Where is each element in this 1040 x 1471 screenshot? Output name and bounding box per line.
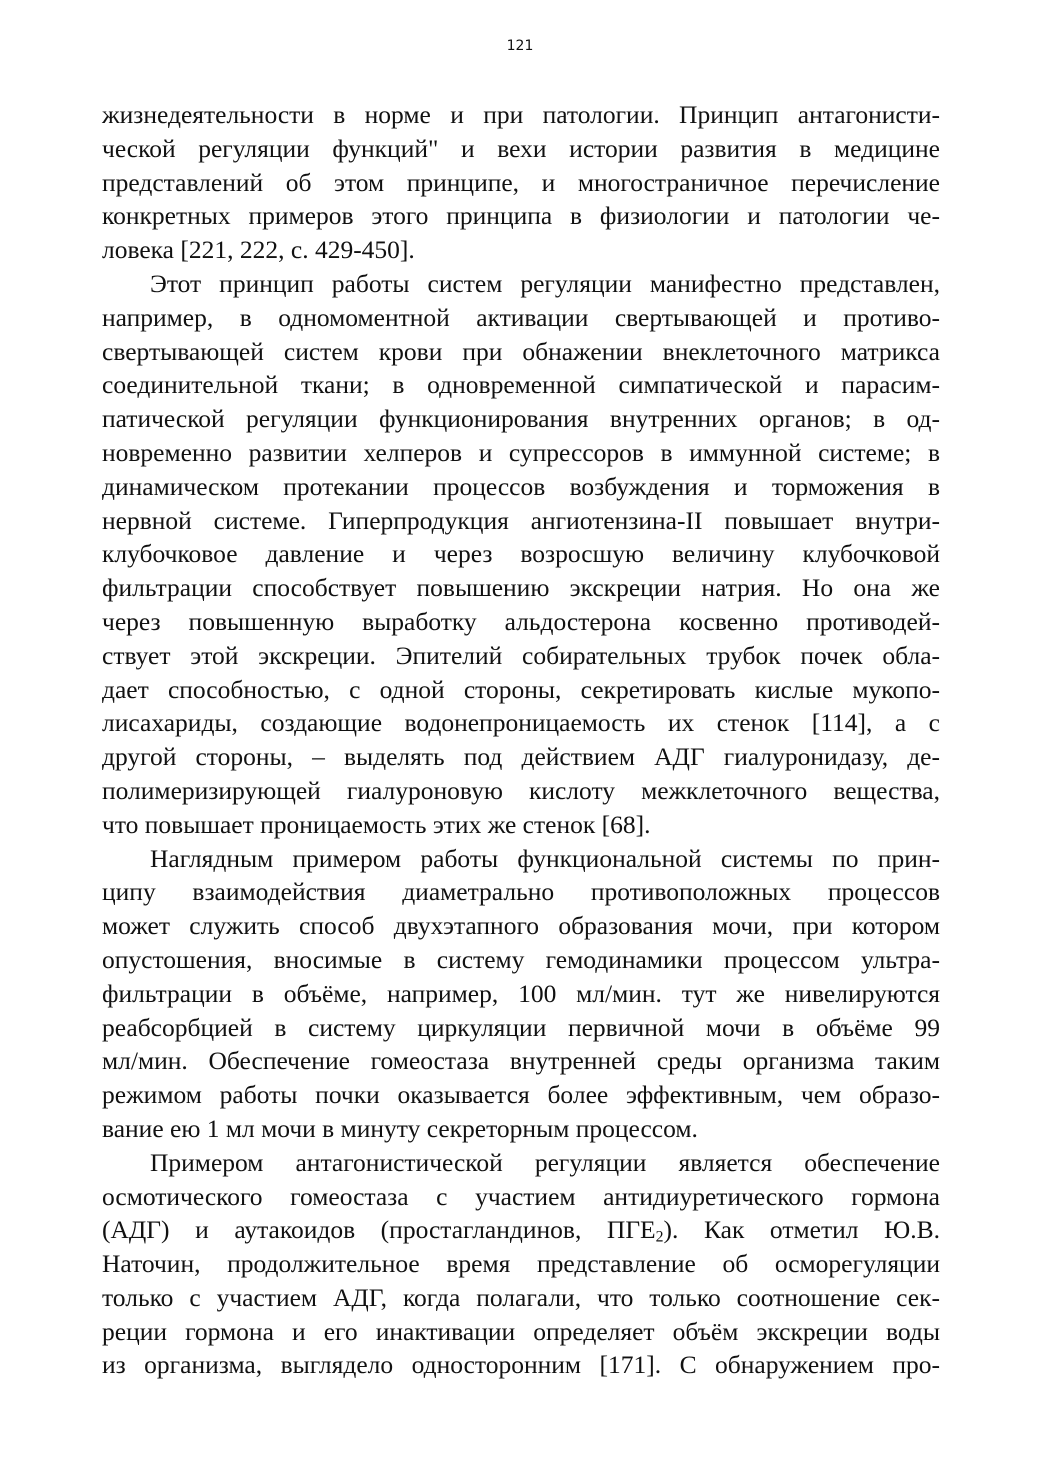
text-line: ловека [221, 222, с. 429-450]. bbox=[102, 235, 415, 265]
body-text bbox=[102, 98, 940, 1382]
text-line: Наточин, продолжительное время представление об осморегуляции bbox=[102, 1249, 940, 1279]
text-segment: ). Как отметил Ю.В. bbox=[663, 1215, 940, 1245]
page-number: 121 bbox=[506, 38, 534, 54]
text-line: Примером антагонистической регуляции является обеспечение bbox=[150, 1147, 940, 1177]
text-line: ствует этой экскреции. Эпителий собирательных трубок почек обла- bbox=[102, 640, 940, 670]
text-line: Наглядным примером работы функциональной системы по прин- bbox=[150, 843, 940, 873]
text-line: клубочковое давление и через возросшую величину клубочковой bbox=[102, 539, 940, 569]
text-line: вание ею 1 мл мочи в минуту секреторным процессом. bbox=[102, 1113, 698, 1143]
text-line: из организма, выглядело односторонним [171]. С обнаружением про- bbox=[102, 1350, 940, 1380]
text-line: дает способностью, с одной стороны, секретировать кислые мукопо- bbox=[102, 674, 940, 704]
text-line: осмотического гомеостаза с участием антидиуретического гормона bbox=[102, 1181, 940, 1211]
text-line: динамическом протекании процессов возбуждения и торможения в bbox=[102, 471, 940, 501]
text-line: режимом работы почки оказывается более эффективным, чем образо- bbox=[102, 1080, 940, 1110]
text-line: реции гормона и его инактивации определяет объём экскреции воды bbox=[102, 1316, 940, 1346]
text-line: например, в одномоментной активации свертывающей и противо- bbox=[102, 302, 940, 332]
text-line: Этот принцип работы систем регуляции манифестно представлен, bbox=[150, 268, 940, 298]
text-line: ческой регуляции функций" и вехи истории развития в медицине bbox=[102, 133, 940, 163]
text-line: представлений об этом принципе, и многостраничное перечисление bbox=[102, 167, 940, 197]
paragraph bbox=[102, 267, 940, 842]
text-line: что повышает проницаемость этих же стенок [68]. bbox=[102, 809, 651, 839]
paragraph bbox=[102, 1146, 940, 1383]
text-line: фильтрации способствует повышению экскреции натрия. Но она же bbox=[102, 573, 940, 603]
text-line: опустошения, вносимые в систему гемодинамики процессом ультра- bbox=[102, 944, 940, 974]
text-line: лисахариды, создающие водонепроницаемость их стенок [114], а с bbox=[102, 708, 940, 738]
paragraph bbox=[102, 842, 940, 1146]
text-segment: (АДГ) и аутакоидов (простагландинов, ПГЕ bbox=[102, 1215, 656, 1245]
text-line: через повышенную выработку альдостерона косвенно противодей- bbox=[102, 606, 940, 636]
text-line: реабсорбцией в систему циркуляции первичной мочи в объёме 99 bbox=[102, 1012, 940, 1042]
text-line: другой стороны, – выделять под действием АДГ гиалуронидазу, де- bbox=[102, 742, 940, 772]
text-line: только с участием АДГ, когда полагали, что только соотношение сек- bbox=[102, 1282, 940, 1312]
text-line: новременно развитии хелперов и супрессоров в иммунной системе; в bbox=[102, 437, 940, 467]
text-line: нервной системе. Гиперпродукция ангиотензина-II повышает внутри- bbox=[102, 505, 940, 535]
text-line: полимеризирующей гиалуроновую кислоту межклеточного вещества, bbox=[102, 775, 940, 805]
text-line: свертывающей систем крови при обнажении внеклеточного матрикса bbox=[102, 336, 940, 366]
text-line: соединительной ткани; в одновременной симпатической и парасим- bbox=[102, 370, 940, 400]
text-line: конкретных примеров этого принципа в физиологии и патологии че- bbox=[102, 201, 940, 231]
text-line: может служить способ двухэтапного образования мочи, при котором bbox=[102, 911, 940, 941]
text-line: патической регуляции функционирования внутренних органов; в од- bbox=[102, 404, 940, 434]
text-line: ципу взаимодействия диаметрально противоположных процессов bbox=[102, 877, 940, 907]
text-line: мл/мин. Обеспечение гомеостаза внутренней среды организма таким bbox=[102, 1046, 940, 1076]
subscript: 2 bbox=[655, 1228, 664, 1246]
paragraph bbox=[102, 98, 940, 267]
text-line: жизнедеятельности в норме и при патологии. Принцип антагонисти- bbox=[102, 100, 940, 129]
text-line bbox=[102, 1213, 940, 1247]
text-line: фильтрации в объёме, например, 100 мл/мин. тут же нивелируются bbox=[102, 978, 940, 1008]
